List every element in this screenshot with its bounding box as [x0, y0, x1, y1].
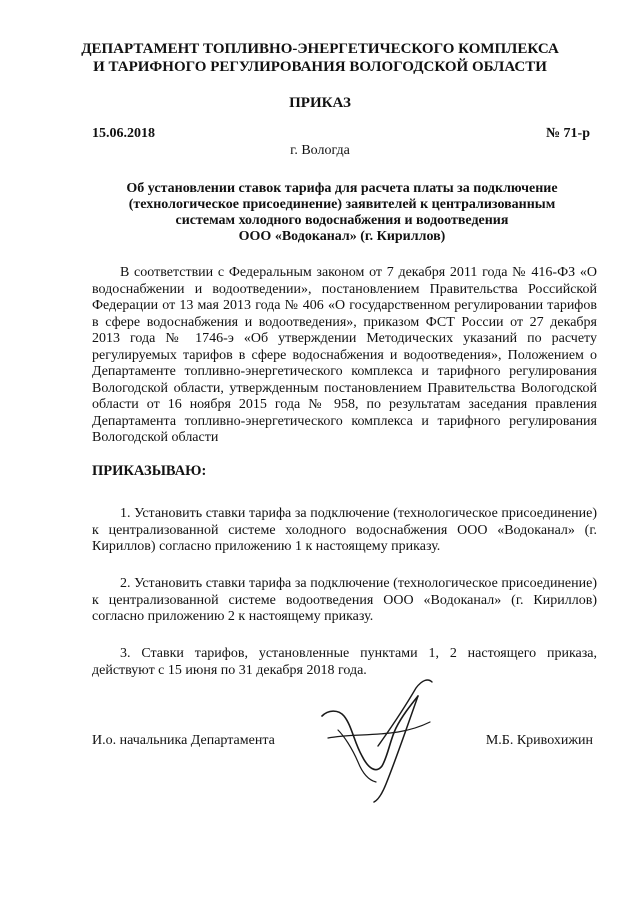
order-date: 15.06.2018	[92, 126, 155, 141]
order-subject	[92, 181, 592, 245]
department-header-line-1: ДЕПАРТАМЕНТ ТОПЛИВНО-ЭНЕРГЕТИЧЕСКОГО КОМПЛЕКСА	[81, 41, 559, 57]
signatory-position: И.о. начальника Департамента	[92, 733, 275, 748]
order-city: г. Вологда	[290, 143, 350, 158]
subject-line-2: (технологическое присоединение) заявителей к централизованным	[128, 197, 556, 212]
subject-line-1: Об установлении ставок тарифа для расчета платы за подключение	[126, 181, 558, 196]
order-number: № 71-р	[545, 126, 590, 141]
order-item-2: 2. Установить ставки тарифа за подключение (технологическое присоединение) к централизованной системе водоотведения ООО «Водоканал» (г. Кириллов) согласно приложению 2 к настоящему приказу.	[92, 576, 597, 624]
signatory-name: М.Б. Кривохижин	[485, 733, 593, 748]
document-type: ПРИКАЗ	[289, 95, 351, 111]
intro-paragraph: В соответствии с Федеральным законом от 7 декабря 2011 года № 416-ФЗ «О водоснабжении и водоотведении», постановлением Правительства Российской Федерации от 13 мая 2013 года № 406 «О государственном регулировании тарифов в сфере водоснабжения и водоотведения», приказом ФСТ России от 27 декабря 2013 года № 1746-э «Об утверждении Методических указаний по расчету регулируемых тарифов в сфере водоснабжения и водоотведения», Положением о Департаменте топливно-энергетического комплекса и тарифного регулирования Вологодской области, утвержденным постановлением Правительства Вологодской области от 16 ноября 2015 года № 958, по результатам заседания правления Департамента топливно-энергетического комплекса и тарифного регулирования Вологодской области	[92, 265, 597, 445]
signature-icon	[318, 676, 442, 804]
department-header	[60, 40, 580, 76]
order-item-3: 3. Ставки тарифов, установленные пунктами 1, 2 настоящего приказа, действуют с 15 июня по 31 декабря 2018 года.	[92, 646, 597, 678]
subject-line-3: системам холодного водоснабжения и водоотведения	[175, 213, 509, 228]
subject-line-4: ООО «Водоканал» (г. Кириллов)	[238, 229, 446, 244]
decree-heading: ПРИКАЗЫВАЮ:	[92, 463, 207, 479]
department-header-line-2: И ТАРИФНОГО РЕГУЛИРОВАНИЯ ВОЛОГОДСКОЙ ОБЛАСТИ	[93, 59, 547, 75]
order-item-1: 1. Установить ставки тарифа за подключение (технологическое присоединение) к централизованной системе холодного водоснабжения ООО «Водоканал» (г. Кириллов) согласно приложению 1 к настоящему приказу.	[92, 506, 597, 554]
